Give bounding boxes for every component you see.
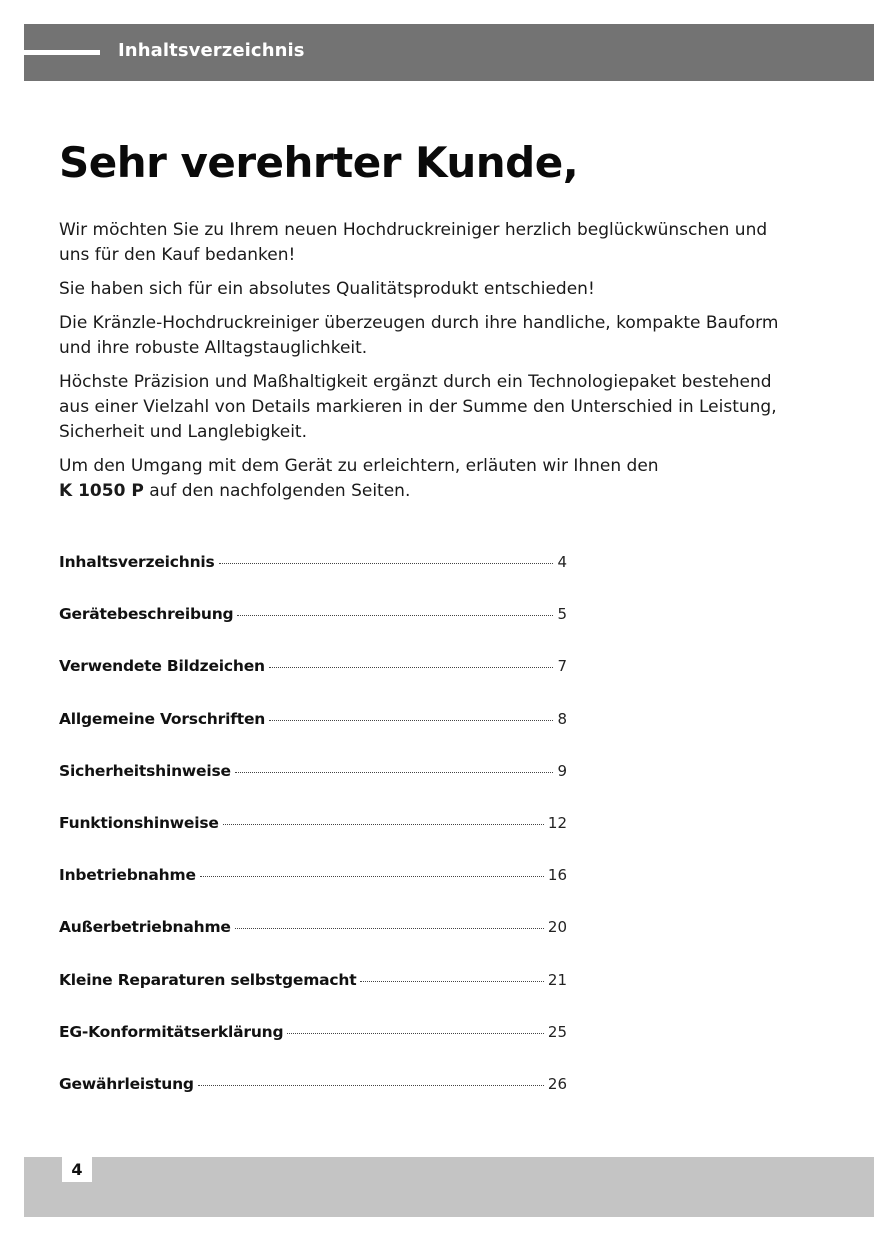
toc-label: Gerätebeschreibung [59,605,234,624]
toc-leader-dots [237,615,553,616]
header-accent-line [24,50,100,55]
toc-label: EG-Konformitätserklärung [59,1022,284,1041]
toc-entry-sicherheitshinweise[interactable] [59,762,567,814]
toc-page-number: 20 [547,918,567,937]
intro-paragraph-2: Sie haben sich für ein absolutes Qualitätsprodukt entschieden! [59,279,595,299]
intro-paragraph-4: Höchste Präzision und Maßhaltigkeit ergänzt durch ein Technologiepaket bestehend aus einer Vielzahl von Details markieren in der Summe den Unterschied in Leistung, Sicherheit und Langlebigkeit. [59,372,777,442]
toc-page-number: 9 [557,761,567,780]
toc-label: Gewährleistung [59,1074,194,1093]
toc-label: Außerbetriebnahme [59,918,231,937]
footer-bar [24,1157,874,1217]
intro-text [59,218,799,513]
toc-leader-dots [360,981,543,982]
page-number: 4 [62,1157,92,1182]
model-name: K 1050 P [59,481,144,501]
intro-paragraph-5 [59,454,799,504]
intro-paragraph-5-end: auf den nachfolgenden Seiten. [149,481,411,501]
toc-entry-gewaehrleistung[interactable] [59,1075,567,1127]
toc-label: Sicherheitshinweise [59,761,231,780]
toc-entry-eg-konformitaetserklaerung[interactable] [59,1023,567,1075]
toc-entry-verwendete-bildzeichen[interactable] [59,657,567,709]
toc-label: Verwendete Bildzeichen [59,657,265,676]
toc-page-number: 12 [547,813,567,832]
toc-entry-inhaltsverzeichnis[interactable] [59,553,567,605]
toc-leader-dots [200,876,544,877]
toc-leader-dots [235,772,554,773]
toc-entry-allgemeine-vorschriften[interactable] [59,710,567,762]
toc-label: Inbetriebnahme [59,866,196,885]
toc-label: Inhaltsverzeichnis [59,553,215,571]
toc-page-number: 25 [547,1022,567,1041]
intro-paragraph-3: Die Kränzle-Hochdruckreiniger überzeugen durch ihre handliche, kompakte Bauform und ihre robuste Alltagstauglichkeit. [59,313,779,358]
toc-page-number: 26 [547,1074,567,1093]
page-heading: Sehr verehrter Kunde, [59,138,579,187]
intro-paragraph-5-start: Um den Umgang mit dem Gerät zu erleichtern, erläuten wir Ihnen den [59,456,659,476]
toc-leader-dots [287,1033,543,1034]
toc-leader-dots [235,928,544,929]
toc-label: Funktionshinweise [59,813,219,832]
toc-page-number: 7 [557,657,567,676]
toc-page-number: 5 [557,605,567,624]
toc-page-number: 21 [547,970,567,989]
table-of-contents [59,553,567,1127]
section-title: Inhaltsverzeichnis [118,40,305,61]
toc-entry-kleine-reparaturen[interactable] [59,971,567,1023]
header-bar [24,24,874,81]
toc-leader-dots [223,824,544,825]
toc-page-number: 8 [557,709,567,728]
intro-paragraph-1: Wir möchten Sie zu Ihrem neuen Hochdruckreiniger herzlich beglückwünschen und uns für den Kauf bedanken! [59,220,768,265]
toc-label: Kleine Reparaturen selbstgemacht [59,970,357,989]
toc-page-number: 16 [547,866,567,885]
toc-leader-dots [198,1085,544,1086]
toc-page-number: 4 [557,553,567,571]
toc-entry-funktionshinweise[interactable] [59,814,567,866]
toc-label: Allgemeine Vorschriften [59,709,266,728]
toc-leader-dots [269,667,554,668]
toc-entry-inbetriebnahme[interactable] [59,866,567,918]
toc-leader-dots [219,563,554,564]
toc-leader-dots [269,720,553,721]
toc-entry-ausserbetriebnahme[interactable] [59,918,567,970]
toc-entry-geraetebeschreibung[interactable] [59,605,567,657]
